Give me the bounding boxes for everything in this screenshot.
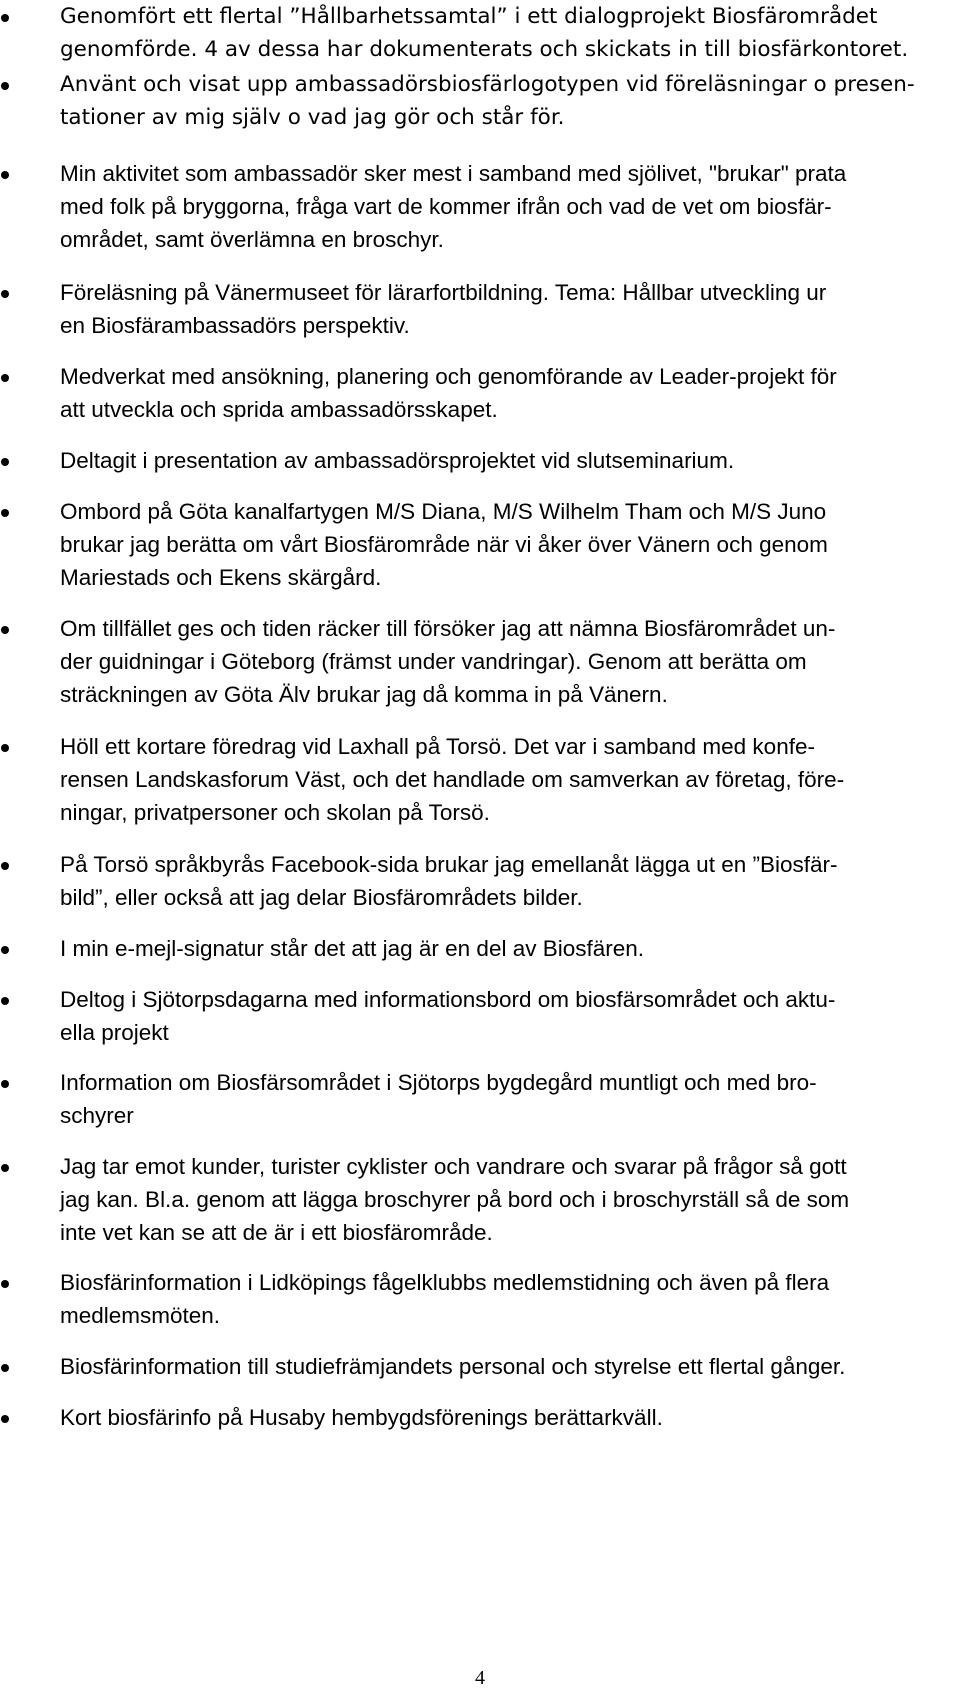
text-line: Mariestads och Ekens skärgård. bbox=[60, 565, 382, 590]
text-line: området, samt överlämna en broschyr. bbox=[60, 227, 444, 252]
list-item-text bbox=[60, 730, 940, 829]
bullet-dot-icon bbox=[1, 290, 9, 298]
bullet-dot-icon bbox=[1, 509, 9, 517]
text-line: jag kan. Bl.a. genom att lägga broschyrer på bord och i broschyrställ så de som bbox=[60, 1187, 850, 1212]
text-line: der guidningar i Göteborg (främst under vandringar). Genom att berätta om bbox=[60, 649, 807, 674]
list-item-text bbox=[60, 0, 940, 66]
text-line: Deltagit i presentation av ambassadörsprojektet vid slutseminarium. bbox=[60, 448, 735, 473]
bullet-dot-icon bbox=[1, 862, 9, 870]
text-line: Biosfärinformation till studiefrämjandets personal och styrelse ett flertal gånger. bbox=[60, 1354, 846, 1379]
list-item-text bbox=[60, 848, 940, 914]
bullet-dot-icon bbox=[1, 458, 9, 466]
text-line: Föreläsning på Vänermuseet för lärarfortbildning. Tema: Hållbar utveckling ur bbox=[60, 280, 827, 305]
text-line: ningar, privatpersoner och skolan på Torsö. bbox=[60, 800, 490, 825]
text-line: medlemsmöten. bbox=[60, 1303, 221, 1328]
text-line: Information om Biosfärsområdet i Sjötorps bygdegård muntligt och med bro- bbox=[60, 1070, 817, 1095]
list-item-text bbox=[60, 276, 940, 342]
bullet-dot-icon bbox=[1, 82, 9, 90]
text-line: Min aktivitet som ambassadör sker mest i samband med sjölivet, "brukar" prata bbox=[60, 161, 847, 186]
text-line: att utveckla och sprida ambassadörsskapet. bbox=[60, 397, 498, 422]
list-item-text bbox=[60, 1150, 940, 1249]
text-line: Ombord på Göta kanalfartygen M/S Diana, M/S Wilhelm Tham och M/S Juno bbox=[60, 499, 827, 524]
text-line: rensen Landskasforum Väst, och det handlade om samverkan av företag, före- bbox=[60, 767, 845, 792]
text-line: brukar jag berätta om vårt Biosfärområde när vi åker över Vänern och genom bbox=[60, 532, 828, 557]
list-item-text bbox=[60, 360, 940, 426]
text-line: Använt och visat upp ambassadörsbiosfärlogotypen vid föreläsningar o presen- bbox=[60, 72, 915, 97]
list-item-text bbox=[60, 932, 940, 965]
bullet-dot-icon bbox=[1, 1164, 9, 1172]
list-item-text bbox=[60, 1066, 940, 1132]
bullet-dot-icon bbox=[1, 14, 9, 22]
bullet-dot-icon bbox=[1, 626, 9, 634]
text-line: Medverkat med ansökning, planering och genomförande av Leader-projekt för bbox=[60, 364, 837, 389]
text-line: inte vet kan se att de är i ett biosfärområde. bbox=[60, 1220, 493, 1245]
list-item-text bbox=[60, 68, 940, 134]
bullet-dot-icon bbox=[1, 997, 9, 1005]
text-line: ella projekt bbox=[60, 1020, 169, 1045]
text-line: I min e-mejl-signatur står det att jag är en del av Biosfären. bbox=[60, 936, 645, 961]
text-line: Kort biosfärinfo på Husaby hembygdsförenings berättarkväll. bbox=[60, 1405, 663, 1430]
text-line: Deltog i Sjötorpsdagarna med informationsbord om biosfärsområdet och aktu- bbox=[60, 987, 836, 1012]
text-line: bild”, eller också att jag delar Biosfärområdets bilder. bbox=[60, 885, 583, 910]
text-line: schyrer bbox=[60, 1103, 134, 1128]
text-line: Om tillfället ges och tiden räcker till försöker jag att nämna Biosfärområdet un- bbox=[60, 616, 836, 641]
bullet-dot-icon bbox=[1, 1415, 9, 1423]
list-item-text bbox=[60, 495, 940, 594]
text-line: Biosfärinformation i Lidköpings fågelklubbs medlemstidning och även på flera bbox=[60, 1270, 830, 1295]
bullet-dot-icon bbox=[1, 744, 9, 752]
list-item-text bbox=[60, 612, 940, 711]
text-line: tationer av mig själv o vad jag gör och står för. bbox=[60, 105, 565, 130]
bullet-dot-icon bbox=[1, 946, 9, 954]
list-item-text bbox=[60, 157, 940, 256]
text-line: Jag tar emot kunder, turister cyklister och vandrare och svarar på frågor så gott bbox=[60, 1154, 847, 1179]
text-line: sträckningen av Göta Älv brukar jag då komma in på Vänern. bbox=[60, 682, 668, 707]
text-line: med folk på bryggorna, fråga vart de kommer ifrån och vad de vet om biosfär- bbox=[60, 194, 832, 219]
list-item-text bbox=[60, 1401, 940, 1434]
bullet-dot-icon bbox=[1, 374, 9, 382]
bullet-dot-icon bbox=[1, 1364, 9, 1372]
list-item-text bbox=[60, 1350, 940, 1383]
list-item-text bbox=[60, 983, 940, 1049]
bullet-dot-icon bbox=[1, 171, 9, 179]
bullet-dot-icon bbox=[1, 1280, 9, 1288]
page-number: 4 bbox=[475, 1667, 485, 1689]
list-item-text bbox=[60, 1266, 940, 1332]
text-line: genomförde. 4 av dessa har dokumenterats och skickats in till biosfärkontoret. bbox=[60, 37, 909, 62]
text-line: Genomfört ett flertal ”Hållbarhetssamtal” i ett dialogprojekt Biosfärområdet bbox=[60, 4, 878, 29]
list-item-text bbox=[60, 444, 940, 477]
text-line: en Biosfärambassadörs perspektiv. bbox=[60, 313, 410, 338]
text-line: Höll ett kortare föredrag vid Laxhall på Torsö. Det var i samband med konfe- bbox=[60, 734, 815, 759]
text-line: På Torsö språkbyrås Facebook-sida brukar jag emellanåt lägga ut en ”Biosfär- bbox=[60, 852, 838, 877]
bullet-dot-icon bbox=[1, 1080, 9, 1088]
